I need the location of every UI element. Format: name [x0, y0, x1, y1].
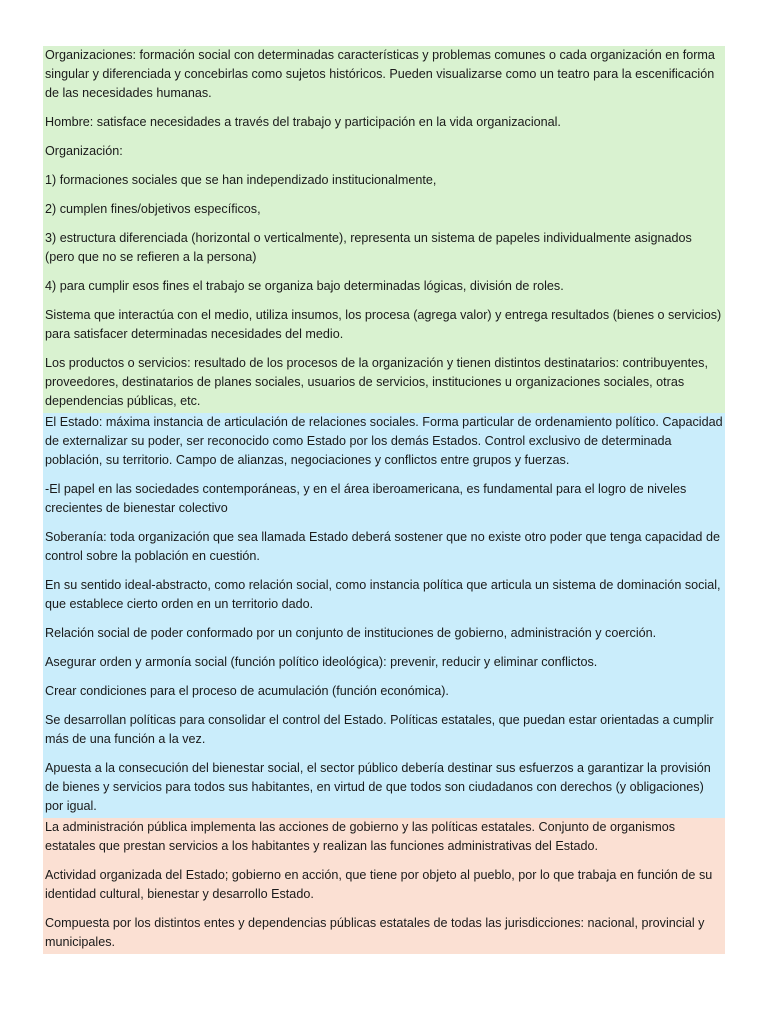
paragraph: Compuesta por los distintos entes y dependencias públicas estatales de todas las jurisdicciones: nacional, provincial y municipales. [45, 916, 705, 949]
paragraph: 2) cumplen fines/objetivos específicos, [45, 202, 261, 216]
paragraph: Apuesta a la consecución del bienestar social, el sector público debería destinar sus esfuerzos a garantizar la provisión de bienes y servicios para todos sus habitantes, en virtud de que todos son ciudadanos con derechos (y obligaciones) por igual. [45, 761, 711, 813]
section-organizaciones [43, 46, 725, 413]
paragraph: En su sentido ideal-abstracto, como relación social, como instancia política que articula un sistema de dominación social, que establece cierto orden en un territorio dado. [45, 578, 721, 611]
paragraph: Crear condiciones para el proceso de acumulación (función económica). [45, 684, 449, 698]
paragraph: Organización: [45, 144, 123, 158]
paragraph: Soberanía: toda organización que sea llamada Estado deberá sostener que no existe otro poder que tenga capacidad de control sobre la población en cuestión. [45, 530, 720, 563]
paragraph: Se desarrollan políticas para consolidar el control del Estado. Políticas estatales, que puedan estar orientadas a cumplir más de una función a la vez. [45, 713, 714, 746]
paragraph: 3) estructura diferenciada (horizontal o verticalmente), representa un sistema de papeles individualmente asignados (pero que no se refieren a la persona) [45, 231, 692, 264]
paragraph: Los productos o servicios: resultado de los procesos de la organización y tienen distintos destinatarios: contribuyentes, proveedores, destinatarios de planes sociales, usuarios de servicios, instituciones u organizaciones sociales, otras dependencias públicas, etc. [45, 356, 708, 408]
paragraph: Relación social de poder conformado por un conjunto de instituciones de gobierno, administración y coerción. [45, 626, 657, 640]
document-page [43, 46, 725, 954]
paragraph: Actividad organizada del Estado; gobierno en acción, que tiene por objeto al pueblo, por lo que trabaja en función de su identidad cultural, bienestar y desarrollo Estado. [45, 868, 713, 901]
paragraph: 1) formaciones sociales que se han independizado institucionalmente, [45, 173, 437, 187]
paragraph: Asegurar orden y armonía social (función político ideológica): prevenir, reducir y eliminar conflictos. [45, 655, 598, 669]
paragraph: Sistema que interactúa con el medio, utiliza insumos, los procesa (agrega valor) y entrega resultados (bienes o servicios) para satisfacer determinadas necesidades del medio. [45, 308, 722, 341]
section-administracion-publica [43, 818, 725, 954]
paragraph: -El papel en las sociedades contemporáneas, y en el área iberoamericana, es fundamental para el logro de niveles crecientes de bienestar colectivo [45, 482, 687, 515]
paragraph: La administración pública implementa las acciones de gobierno y las políticas estatales. Conjunto de organismos estatales que prestan servicios a los habitantes y realizan las funciones administrativas del Estado. [45, 820, 676, 853]
section-estado [43, 413, 725, 818]
paragraph: Hombre: satisface necesidades a través del trabajo y participación en la vida organizacional. [45, 115, 561, 129]
paragraph: Organizaciones: formación social con determinadas características y problemas comunes o cada organización en forma singular y diferenciada y concebirlas como sujetos históricos. Pueden visualizarse como un teatro para la escenificación de las necesidades humanas. [45, 48, 715, 100]
paragraph: 4) para cumplir esos fines el trabajo se organiza bajo determinadas lógicas, división de roles. [45, 279, 564, 293]
paragraph: El Estado: máxima instancia de articulación de relaciones sociales. Forma particular de ordenamiento político. Capacidad de externalizar su poder, ser reconocido como Estado por los demás Estados. Control exclusivo de determinada población, su territorio. Campo de alianzas, negociaciones y conflictos entre grupos y fuerzas. [45, 415, 723, 467]
